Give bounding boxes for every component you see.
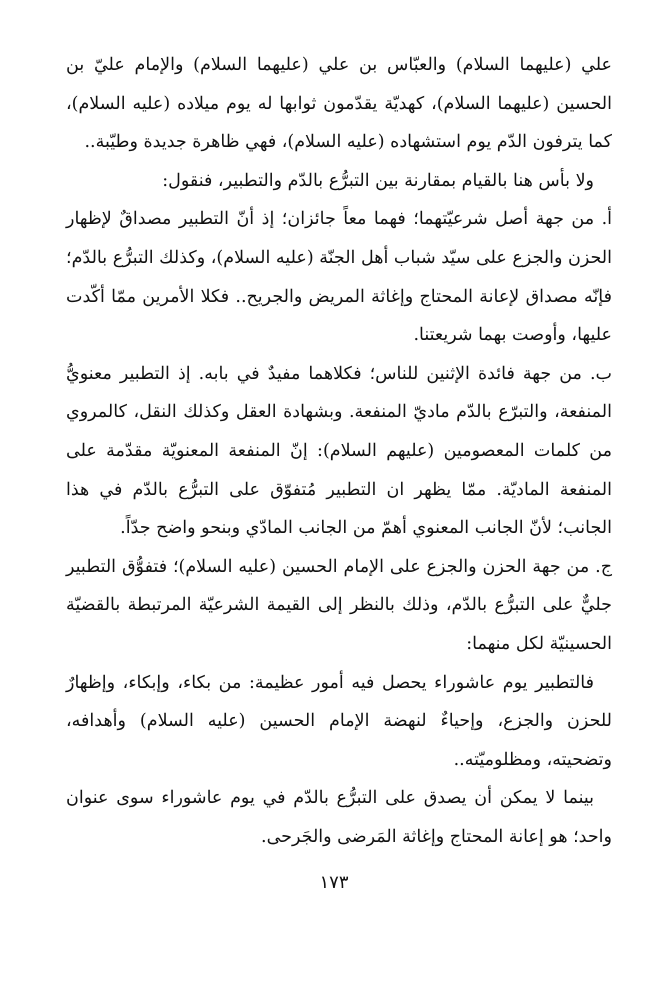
page-number: ١٧٣ (319, 872, 349, 893)
paragraph-blood-donation: بينما لا يمكن أن يصدق على التبرُّع بالدّم في يوم عاشوراء سوى عنوان واحد؛ هو إعانة المحتاج وإغاثة المَرضى والجَرحى. (66, 788, 612, 847)
paragraph-comparison-intro: ولا بأس هنا بالقيام بمقارنة بين التبرُّع بالدّم والتطبير، فنقول: (162, 170, 594, 191)
paragraph-tatbir-ashura: فالتطبير يوم عاشوراء يحصل فيه أمور عظيمة: من بكاء، وإبكاء، وإظهارٌ للحزن والجزع، وإحياءٌ لنهضة الإمام الحسين (عليه السلام) وأهدافه، وتضحيته، ومظلوميّته.. (66, 672, 612, 770)
paragraph-point-a: أ. من جهة أصل شرعيّتهما؛ فهما معاً جائزان؛ إذ أنّ التطبير مصداقٌ لإظهار الحزن والجزع على سيّد شباب أهل الجنّة (عليه السلام)، وكذلك التبرُّع بالدّم؛ فإنّه مصداق لإعانة المحتاج وإغاثة المريض والجريح.. فكلا الأمرين ممّا أكّدت عليها، وأوصت بهما شريعتنا. (66, 209, 612, 346)
paragraph-continuation: علي (عليهما السلام) والعبّاس بن علي (عليهما السلام) والإمام عليّ بن الحسين (عليهما السلام)، كهديّة يقدّمون ثوابها له يوم ميلاده (عليه السلام)، كما يترفون الدّم يوم استشهاده (عليه السلام)، فهي ظاهرة جديدة وطيّبة.. (66, 55, 612, 153)
paragraph-point-c: ج. من جهة الحزن والجزع على الإمام الحسين (عليه السلام)؛ فتفوُّق التطبير جليٌّ على التبرُّع بالدّم، وذلك بالنظر إلى القيمة الشرعيّة المرتبطة بالقضيّة الحسينيّة لكل منهما: (66, 556, 612, 654)
book-page (66, 46, 612, 856)
paragraph-point-b: ب. من جهة فائدة الإثنين للناس؛ فكلاهما مفيدٌ في بابه. إذ التطبير معنويُّ المنفعة، والتبرّع بالدّم ماديّ المنفعة. وبشهادة العقل وكذلك النقل، كالمروي من كلمات المعصومين (عليهم السلام): إنّ المنفعة المعنويّة مقدّمة على المنفعة الماديّة. ممّا يظهر ان التطبير مُتفوّق على التبرُّع بالدّم في هذا الجانب؛ لأنّ الجانب المعنوي أهمّ من الجانب المادّي وبنحو واضح جدّاً. (66, 363, 612, 539)
